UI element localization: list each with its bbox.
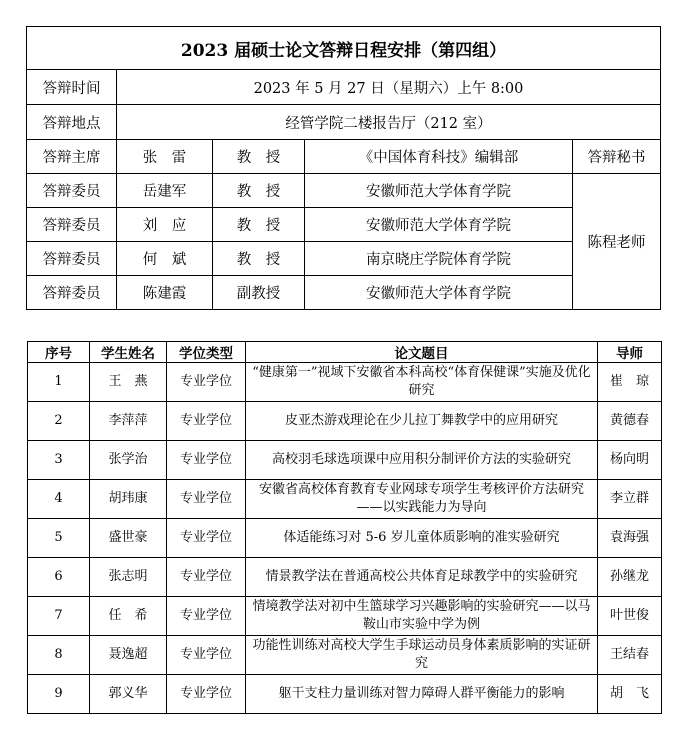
- student-no: 1: [28, 363, 90, 402]
- student-topic: 体适能练习对 5-6 岁儿童体质影响的准实验研究: [246, 519, 598, 558]
- student-name: 聂逸超: [90, 636, 167, 675]
- defense-location-label: 答辩地点: [27, 105, 117, 140]
- defense-time-label: 答辩时间: [27, 70, 117, 105]
- secretary-name: 陈程老师: [573, 174, 661, 310]
- student-degree: 专业学位: [167, 636, 246, 675]
- committee-name: 张 雷: [117, 140, 213, 174]
- student-name: 张志明: [90, 558, 167, 597]
- header-no: 序号: [28, 342, 90, 363]
- committee-role: 答辩委员: [27, 276, 117, 310]
- student-topic: 安徽省高校体育教育专业网球专项学生考核评价方法研究——以实践能力为导向: [246, 480, 598, 519]
- student-degree: 专业学位: [167, 558, 246, 597]
- student-degree: 专业学位: [167, 675, 246, 714]
- student-degree: 专业学位: [167, 480, 246, 519]
- header-name: 学生姓名: [90, 342, 167, 363]
- student-degree: 专业学位: [167, 441, 246, 480]
- header-advisor: 导师: [598, 342, 662, 363]
- student-degree: 专业学位: [167, 402, 246, 441]
- committee-role: 答辩主席: [27, 140, 117, 174]
- header-degree: 学位类型: [167, 342, 246, 363]
- defense-location-value: 经管学院二楼报告厅（212 室）: [117, 105, 661, 140]
- student-advisor: 崔 琼: [598, 363, 662, 402]
- student-topic: 情境教学法对初中生篮球学习兴趣影响的实验研究——以马鞍山市实验中学为例: [246, 597, 598, 636]
- student-advisor: 黄德春: [598, 402, 662, 441]
- student-topic: 躯干支柱力量训练对智力障碍人群平衡能力的影响: [246, 675, 598, 714]
- table-row: [28, 363, 662, 402]
- committee-name: 刘 应: [117, 208, 213, 242]
- committee-unit: 安徽师范大学体育学院: [305, 174, 573, 208]
- student-topic: 高校羽毛球选项课中应用积分制评价方法的实验研究: [246, 441, 598, 480]
- committee-title: 教 授: [213, 208, 305, 242]
- committee-name: 陈建霞: [117, 276, 213, 310]
- student-no: 9: [28, 675, 90, 714]
- student-name: 张学治: [90, 441, 167, 480]
- committee-name: 岳建军: [117, 174, 213, 208]
- table-row: [28, 480, 662, 519]
- committee-role: 答辩委员: [27, 242, 117, 276]
- student-name: 郭义华: [90, 675, 167, 714]
- committee-role: 答辩委员: [27, 208, 117, 242]
- student-advisor: 胡 飞: [598, 675, 662, 714]
- page-title: 2023 届硕士论文答辩日程安排（第四组）: [27, 27, 661, 70]
- student-name: 盛世豪: [90, 519, 167, 558]
- student-advisor: 孙继龙: [598, 558, 662, 597]
- committee-unit: 安徽师范大学体育学院: [305, 208, 573, 242]
- student-advisor: 叶世俊: [598, 597, 662, 636]
- student-no: 5: [28, 519, 90, 558]
- student-no: 2: [28, 402, 90, 441]
- committee-title: 教 授: [213, 140, 305, 174]
- table-row: [28, 519, 662, 558]
- student-no: 3: [28, 441, 90, 480]
- student-no: 7: [28, 597, 90, 636]
- student-topic: “健康第一”视域下安徽省本科高校“体育保健课”实施及优化研究: [246, 363, 598, 402]
- defense-time-value: 2023 年 5 月 27 日（星期六）上午 8:00: [117, 70, 661, 105]
- committee-name: 何 斌: [117, 242, 213, 276]
- committee-title: 教 授: [213, 242, 305, 276]
- committee-role: 答辩委员: [27, 174, 117, 208]
- table-row: [28, 402, 662, 441]
- student-topic: 皮亚杰游戏理论在少儿拉丁舞教学中的应用研究: [246, 402, 598, 441]
- student-no: 4: [28, 480, 90, 519]
- student-topic: 功能性训练对高校大学生手球运动员身体素质影响的实证研究: [246, 636, 598, 675]
- student-name: 胡玮康: [90, 480, 167, 519]
- student-name: 王 燕: [90, 363, 167, 402]
- table-row: [28, 636, 662, 675]
- student-no: 6: [28, 558, 90, 597]
- table-row: [28, 597, 662, 636]
- student-advisor: 王结春: [598, 636, 662, 675]
- student-degree: 专业学位: [167, 519, 246, 558]
- student-degree: 专业学位: [167, 363, 246, 402]
- schedule-info-table: [26, 26, 661, 310]
- header-topic: 论文题目: [246, 342, 598, 363]
- student-name: 李萍萍: [90, 402, 167, 441]
- table-row: [28, 675, 662, 714]
- committee-unit: 《中国体育科技》编辑部: [305, 140, 573, 174]
- student-advisor: 李立群: [598, 480, 662, 519]
- student-no: 8: [28, 636, 90, 675]
- student-table: [27, 341, 662, 714]
- student-name: 任 希: [90, 597, 167, 636]
- student-topic: 情景教学法在普通高校公共体育足球教学中的实验研究: [246, 558, 598, 597]
- committee-unit: 安徽师范大学体育学院: [305, 276, 573, 310]
- table-row: [28, 558, 662, 597]
- committee-unit: 南京晓庄学院体育学院: [305, 242, 573, 276]
- committee-title: 副教授: [213, 276, 305, 310]
- committee-title: 教 授: [213, 174, 305, 208]
- student-degree: 专业学位: [167, 597, 246, 636]
- secretary-label: 答辩秘书: [573, 140, 661, 174]
- student-advisor: 袁海强: [598, 519, 662, 558]
- student-advisor: 杨向明: [598, 441, 662, 480]
- table-row: [28, 441, 662, 480]
